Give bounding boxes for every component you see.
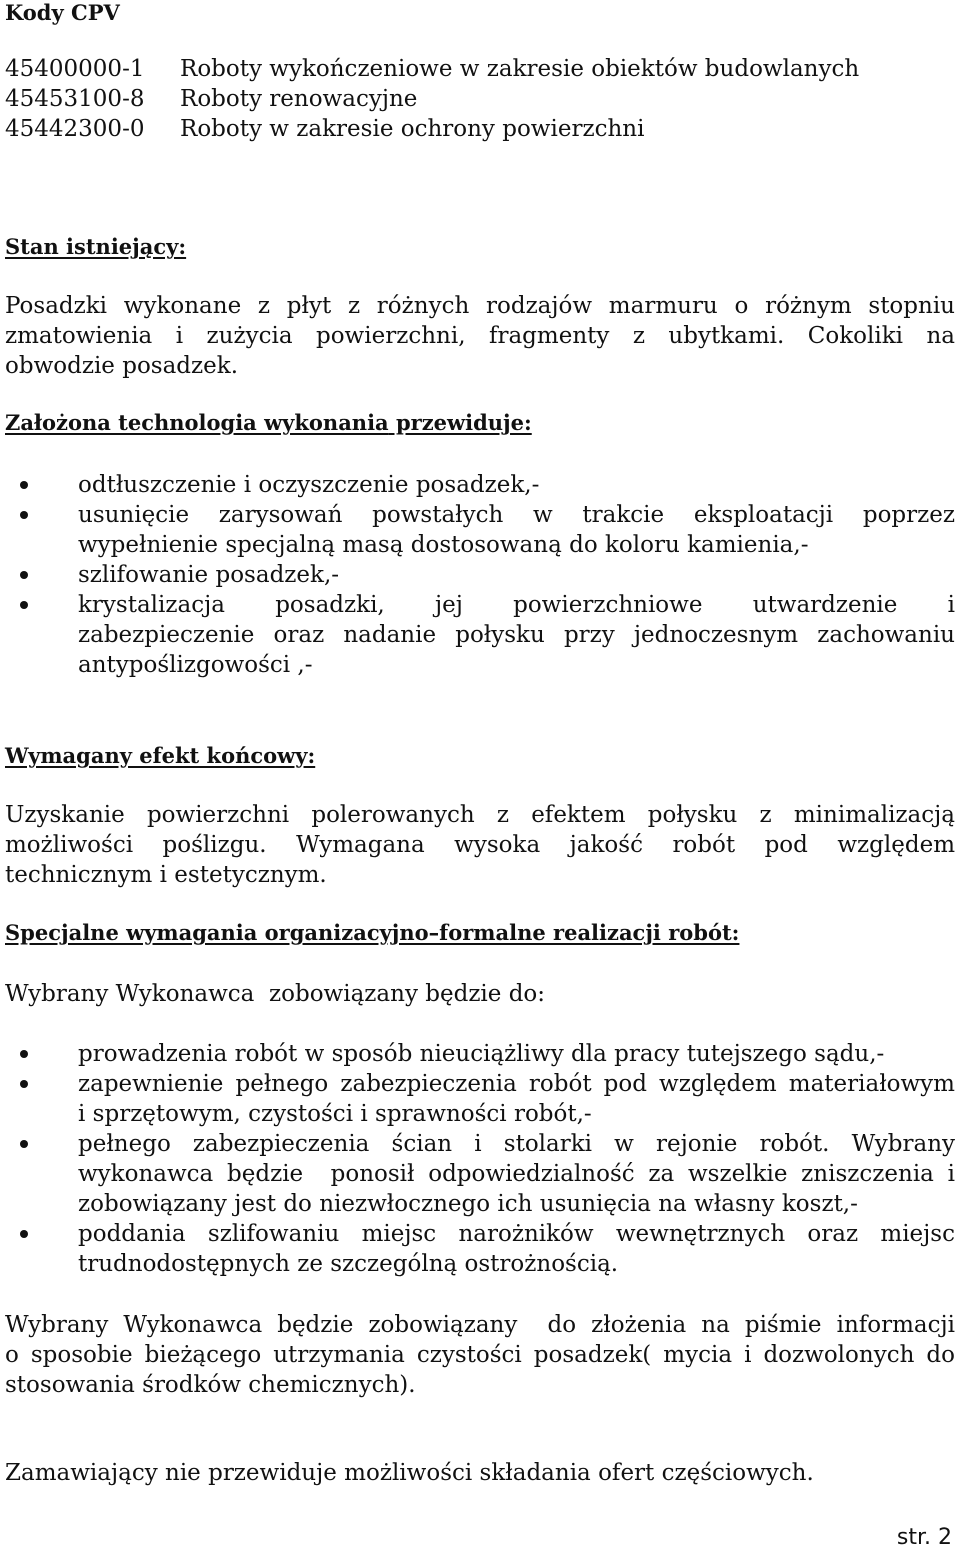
list-item	[0, 1219, 955, 1279]
list-item-line: zabezpieczenie oraz nadanie połysku przy jednoczesnym zachowaniu	[78, 622, 955, 648]
bullet-icon	[20, 481, 28, 489]
paragraph-line: technicznym i estetycznym.	[5, 862, 327, 888]
list-item-line: i sprzętowym, czystości i sprawności robót,-	[78, 1101, 592, 1127]
cpv-code: 45453100-8	[5, 86, 145, 112]
cpv-code: 45442300-0	[5, 116, 145, 142]
paragraph-line: możliwości poślizgu. Wymagana wysoka jakość robót pod względem	[5, 832, 955, 858]
page-number: str. 2	[896, 1525, 952, 1550]
paragraph-line: obwodzie posadzek.	[5, 353, 239, 379]
closing-paragraph	[5, 1310, 955, 1400]
partial-offers-note: Zamawiający nie przewiduje możliwości składania ofert częściowych.	[5, 1460, 814, 1486]
bullet-icon	[20, 1050, 28, 1058]
technology-title-part2: przewiduje:	[388, 410, 532, 435]
list-item-line: zobowiązany jest do niezwłocznego ich usunięcia na własny koszt,-	[78, 1191, 858, 1217]
technology-title-part1: Założona technologia wykonania	[5, 410, 389, 435]
special-requirements-list	[0, 1039, 960, 1279]
list-item	[0, 470, 955, 500]
paragraph-line: Uzyskanie powierzchni polerowanych z efektem połysku z minimalizacją	[5, 802, 955, 828]
bullet-icon	[20, 571, 28, 579]
final-effect-paragraph	[5, 800, 955, 890]
list-item-line: poddania szlifowaniu miejsc narożników wewnętrznych oraz miejsc	[78, 1221, 955, 1247]
list-item-line: szlifowanie posadzek,-	[78, 562, 340, 588]
list-item-line: wypełnienie specjalną masą dostosowaną do koloru kamienia,-	[78, 532, 809, 558]
list-item-line: wykonawca będzie ponosił odpowiedzialność za wszelkie zniszczenia i	[78, 1161, 955, 1187]
bullet-icon	[20, 1080, 28, 1088]
technology-title	[5, 410, 532, 435]
special-requirements-title: Specjalne wymagania organizacyjno–formalne realizacji robót:	[5, 920, 740, 945]
final-effect-title: Wymagany efekt końcowy:	[5, 743, 316, 768]
list-item	[0, 1129, 955, 1219]
cpv-row	[0, 84, 960, 114]
technology-list	[0, 470, 960, 680]
paragraph-line: stosowania środków chemicznych).	[5, 1372, 416, 1398]
special-requirements-intro: Wybrany Wykonawca zobowiązany będzie do:	[5, 981, 546, 1007]
paragraph-line: Wybrany Wykonawca będzie zobowiązany do złożenia na piśmie informacji	[5, 1312, 955, 1338]
cpv-name: Roboty renowacyjne	[180, 86, 418, 112]
cpv-code: 45400000-1	[5, 56, 145, 82]
bullet-icon	[20, 1140, 28, 1148]
list-item-line: pełnego zabezpieczenia ścian i stolarki w rejonie robót. Wybrany	[78, 1131, 955, 1157]
cpv-name: Roboty w zakresie ochrony powierzchni	[180, 116, 645, 142]
current-state-title: Stan istniejący:	[5, 234, 187, 259]
list-item-line: zapewnienie pełnego zabezpieczenia robót pod względem materiałowym	[78, 1071, 955, 1097]
paragraph-line: zmatowienia i zużycia powierzchni, fragmenty z ubytkami. Cokoliki na	[5, 323, 955, 349]
list-item	[0, 1069, 955, 1129]
list-item-line: usunięcie zarysowań powstałych w trakcie eksploatacji poprzez	[78, 502, 955, 528]
bullet-icon	[20, 511, 28, 519]
list-item-line: antypoślizgowości ,-	[78, 652, 313, 678]
list-item-line: krystalizacja posadzki, jej powierzchniowe utwardzenie i	[78, 592, 955, 618]
paragraph-line: o sposobie bieżącego utrzymania czystości posadzek( mycia i dozwolonych do	[5, 1342, 955, 1368]
current-state-paragraph	[5, 291, 955, 381]
list-item-line: odtłuszczenie i oczyszczenie posadzek,-	[78, 472, 540, 498]
list-item-line: trudnodostępnych ze szczególną ostrożnością.	[78, 1251, 619, 1277]
cpv-title: Kody CPV	[5, 0, 120, 25]
paragraph-line: Posadzki wykonane z płyt z różnych rodzajów marmuru o różnym stopniu	[5, 293, 955, 319]
cpv-name: Roboty wykończeniowe w zakresie obiektów budowlanych	[180, 56, 860, 82]
bullet-icon	[20, 601, 28, 609]
cpv-row	[0, 54, 960, 84]
list-item	[0, 560, 955, 590]
list-item	[0, 1039, 955, 1069]
list-item-line: prowadzenia robót w sposób nieuciążliwy dla pracy tutejszego sądu,-	[78, 1041, 885, 1067]
cpv-row	[0, 114, 960, 144]
bullet-icon	[20, 1230, 28, 1238]
list-item	[0, 590, 955, 680]
list-item	[0, 500, 955, 560]
